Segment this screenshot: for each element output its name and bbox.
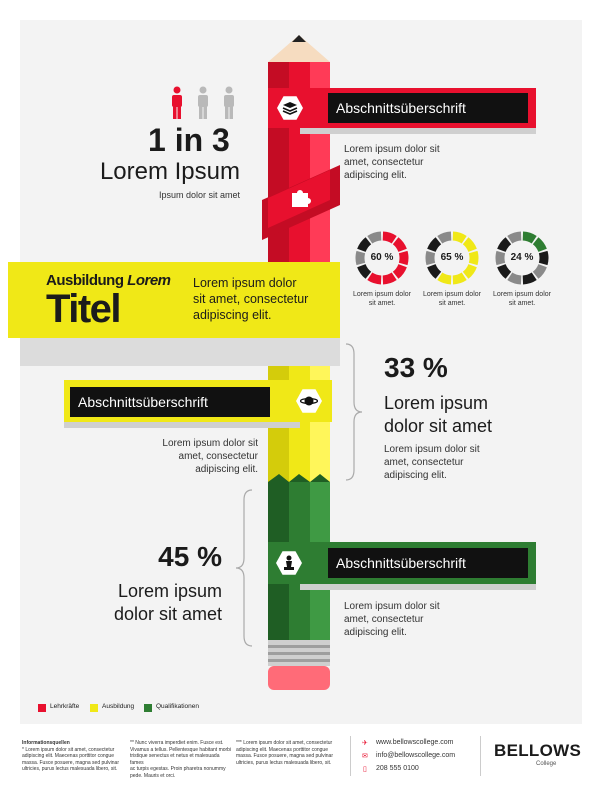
legend-label-1: Lehrkräfte bbox=[50, 703, 80, 710]
donut-segment bbox=[396, 241, 403, 251]
stat2-lines: Lorem ipsum dolor sit amet bbox=[384, 393, 493, 436]
donut-segment bbox=[440, 276, 451, 280]
section3-heading: Abschnittsüberschrift bbox=[328, 548, 528, 578]
legend-label-2: Ausbildung bbox=[102, 703, 135, 710]
legend-label-3: Qualifikationen bbox=[156, 703, 199, 710]
footer-divider bbox=[350, 736, 351, 776]
donut-3-label: 24 % bbox=[510, 252, 534, 263]
stat2-text: Lorem ipsum dolor sit amet, consectetur adipiscing elit. bbox=[384, 444, 480, 481]
donut-segment bbox=[360, 252, 361, 264]
stat3-value: 45 % bbox=[158, 541, 222, 572]
footer-website[interactable]: www.bellowscollege.com bbox=[376, 739, 454, 746]
chess-piece-icon bbox=[283, 555, 295, 571]
donut-segment bbox=[523, 276, 534, 280]
donut-segment bbox=[361, 266, 368, 276]
globe-icon: ✈ bbox=[362, 740, 368, 747]
stat2-value: 33 % bbox=[384, 352, 448, 383]
stat1-title: Lorem Ipsum bbox=[99, 158, 240, 185]
legend-swatch-green bbox=[144, 704, 152, 712]
donut-segment bbox=[523, 236, 534, 240]
footer-sources-1: Informationsquellen * Lorem ipsum dolor sit amet, consectetur adipiscing elit. Maecenas porttitor congue massa. Fusce posuere, magna sed pulvinar ultricies, purus lectus malesuada libero, sit. bbox=[22, 740, 119, 772]
donut-segment bbox=[466, 266, 473, 276]
donut-segment bbox=[361, 241, 368, 251]
title-line1: Ausbildung Lorem bbox=[46, 272, 171, 289]
donut-2-label: 65 % bbox=[440, 252, 464, 263]
section2-heading: Abschnittsüberschrift bbox=[70, 387, 270, 417]
stat2-brace bbox=[344, 342, 364, 482]
donut-segment bbox=[431, 241, 438, 251]
donut-1-caption: Lorem ipsum dolor sit amet. bbox=[353, 291, 411, 307]
planet-icon bbox=[300, 394, 318, 408]
brand-sub: College bbox=[536, 761, 557, 767]
donut-segment bbox=[440, 236, 451, 240]
section2-text: Lorem ipsum dolor sit amet, consectetur adipiscing elit. bbox=[162, 438, 258, 475]
donut-segment bbox=[501, 266, 508, 276]
donut-segment bbox=[453, 276, 464, 280]
donut-segment bbox=[431, 266, 438, 276]
stat1-value: 1 in 3 bbox=[148, 122, 230, 158]
donut-segment bbox=[500, 252, 501, 264]
section3-shadow bbox=[300, 584, 536, 590]
brand-name: BELLOWS bbox=[494, 741, 582, 760]
section2-shadow bbox=[64, 422, 300, 428]
phone-icon: ▯ bbox=[363, 766, 367, 773]
donut-segment bbox=[510, 236, 521, 240]
stat1-subtitle: Ipsum dolor sit amet bbox=[158, 190, 240, 200]
footer-email[interactable]: info@bellowscollege.com bbox=[376, 752, 456, 759]
title-line2: Titel bbox=[46, 287, 121, 331]
section1-text: Lorem ipsum dolor sit amet, consectetur adipiscing elit. bbox=[344, 144, 440, 181]
legend-swatch-yellow bbox=[90, 704, 98, 712]
title-shadow bbox=[20, 338, 340, 366]
donut-segment bbox=[403, 252, 404, 264]
donut-segment bbox=[466, 241, 473, 251]
title-text: Lorem ipsum dolor sit amet, consectetur adipiscing elit. bbox=[193, 276, 309, 322]
donut-segment bbox=[370, 276, 381, 280]
footer-sources-3: *** Lorem ipsum dolor sit amet, consectetur adipiscing elit. Maecenas porttitor congue massa. Fusce posuere, magna sed pulvinar ultricies, purus lectus malesuada libero, sit. bbox=[236, 740, 333, 766]
donut-segment bbox=[473, 252, 474, 264]
section1-heading: Abschnittsüberschrift bbox=[328, 93, 528, 123]
footer-sources-2: ** Nunc viverra imperdiet enim. Fusce est. Vivamus a tellus. Pellentesque habitant morbi tristique senectus et netus et malesuada fames ac turpis egestas. Proin pharetra nonummy pede. Mauris et orci. bbox=[130, 740, 232, 779]
footer-phone: 208 555 0100 bbox=[376, 765, 419, 772]
donut-2-caption: Lorem ipsum dolor sit amet. bbox=[423, 291, 481, 307]
stat3-brace bbox=[234, 488, 254, 648]
donut-segment bbox=[510, 276, 521, 280]
donut-segment bbox=[383, 276, 394, 280]
stat3-lines: Lorem ipsum dolor sit amet bbox=[113, 581, 222, 624]
legend-swatch-red bbox=[38, 704, 46, 712]
donut-segment bbox=[536, 241, 543, 251]
donut-segment bbox=[383, 236, 394, 240]
donut-segment bbox=[543, 252, 544, 264]
donut-3-caption: Lorem ipsum dolor sit amet. bbox=[493, 291, 551, 307]
mail-icon: ✉ bbox=[362, 753, 368, 760]
section3-text: Lorem ipsum dolor sit amet, consectetur adipiscing elit. bbox=[344, 601, 440, 638]
donut-segment bbox=[430, 252, 431, 264]
donut-segment bbox=[370, 236, 381, 240]
footer-divider bbox=[480, 736, 481, 776]
donut-segment bbox=[396, 266, 403, 276]
donut-segment bbox=[536, 266, 543, 276]
donut-segment bbox=[453, 236, 464, 240]
donut-segment bbox=[501, 241, 508, 251]
donut-1-label: 60 % bbox=[370, 252, 394, 263]
